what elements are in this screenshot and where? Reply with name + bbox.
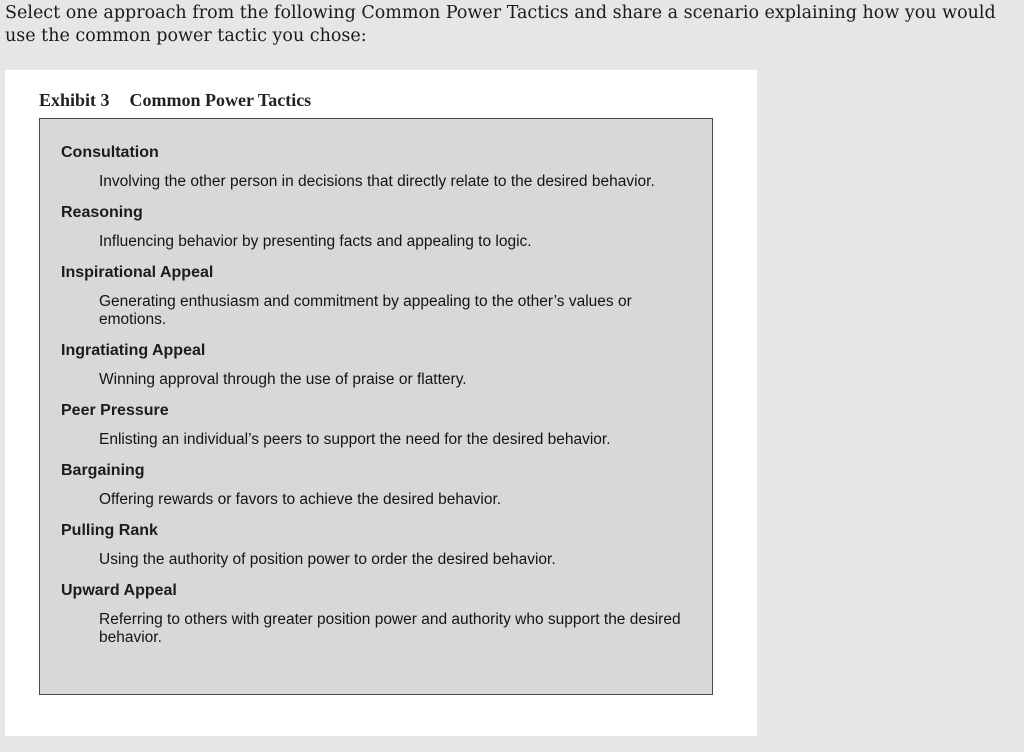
exhibit-title: Common Power Tactics	[129, 90, 312, 110]
tactic-name: Bargaining	[61, 462, 145, 479]
tactic-name: Pulling Rank	[61, 522, 158, 539]
exhibit-heading	[39, 90, 311, 111]
tactic-description: Influencing behavior by presenting facts and appealing to logic.	[99, 233, 532, 250]
tactic-name: Reasoning	[61, 204, 143, 221]
tactic-name: Ingratiating Appeal	[61, 342, 206, 359]
tactic-item	[61, 143, 692, 191]
tactic-description: Referring to others with greater position power and authority who support the desired behavior.	[99, 611, 681, 646]
tactic-item	[61, 581, 692, 647]
tactic-name: Peer Pressure	[61, 402, 169, 419]
tactics-box	[39, 118, 713, 695]
tactic-item	[61, 461, 692, 509]
tactic-description: Enlisting an individual’s peers to support the need for the desired behavior.	[99, 431, 611, 448]
tactic-item	[61, 341, 692, 389]
tactic-description: Generating enthusiasm and commitment by appealing to the other’s values or emotions.	[99, 293, 632, 328]
tactic-name: Consultation	[61, 144, 159, 161]
tactic-item	[61, 521, 692, 569]
tactic-description: Using the authority of position power to order the desired behavior.	[99, 551, 556, 568]
exhibit-number: Exhibit 3	[39, 90, 110, 110]
tactic-description: Involving the other person in decisions that directly relate to the desired behavior.	[99, 173, 655, 190]
tactic-item	[61, 401, 692, 449]
tactic-description: Offering rewards or favors to achieve the desired behavior.	[99, 491, 502, 508]
tactic-item	[61, 263, 692, 329]
tactic-name: Inspirational Appeal	[61, 264, 214, 281]
tactic-name: Upward Appeal	[61, 582, 177, 599]
tactic-item	[61, 203, 692, 251]
question-prompt: Select one approach from the following Common Power Tactics and share a scenario explaining how you would use the common power tactic you chose:	[5, 3, 996, 46]
exhibit-image	[5, 70, 757, 736]
tactic-description: Winning approval through the use of praise or flattery.	[99, 371, 467, 388]
